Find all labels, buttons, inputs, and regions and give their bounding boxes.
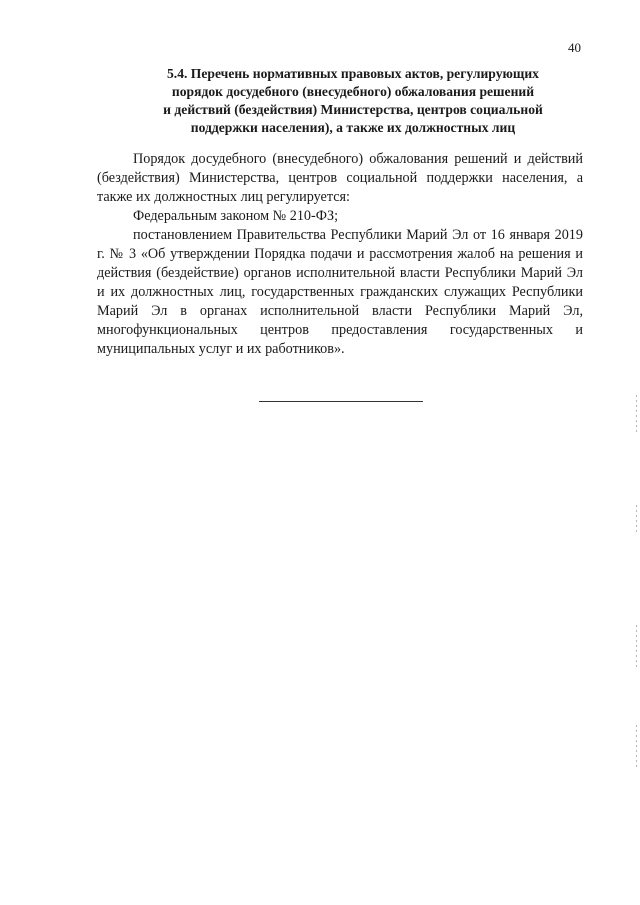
federal-law-paragraph: Федеральным законом № 210-ФЗ;: [133, 208, 339, 224]
scan-edge-mark: [636, 505, 637, 535]
scan-edge-mark: [636, 625, 637, 670]
section-heading: [120, 65, 586, 137]
end-divider: [259, 401, 423, 402]
section-body: [97, 150, 583, 359]
section-heading-line: поддержки населения), а также их должностных лиц: [190, 120, 516, 135]
scan-edge-mark: [636, 725, 637, 770]
section-heading-line: 5.4. Перечень нормативных правовых актов, регулирующих: [167, 66, 539, 81]
section-heading-line: и действий (бездействия) Министерства, центров социальной: [163, 102, 543, 117]
intro-paragraph: Порядок досудебного (внесудебного) обжалования решений и действий (бездействия) Министерства, центров социальной поддержки населения, а также их должностных лиц регулируется:: [97, 151, 583, 205]
scan-edge-mark: [636, 395, 637, 435]
section-heading-line: порядок досудебного (внесудебного) обжалования решений: [171, 84, 535, 99]
government-decree-paragraph: постановлением Правительства Республики Марий Эл от 16 января 2019 г. № 3 «Об утверждении Порядка подачи и рассмотрения жалоб на решения и действия (бездействие) органов исполнительной власти Республики Марий Эл и их должностных лиц, государственных гражданских служащих Республики Марий Эл в органах исполнительной власти Республики Марий Эл, многофункциональных центров предоставления государственных и муниципальных услуг и их работников».: [97, 227, 583, 357]
page-number: 40: [568, 40, 581, 55]
